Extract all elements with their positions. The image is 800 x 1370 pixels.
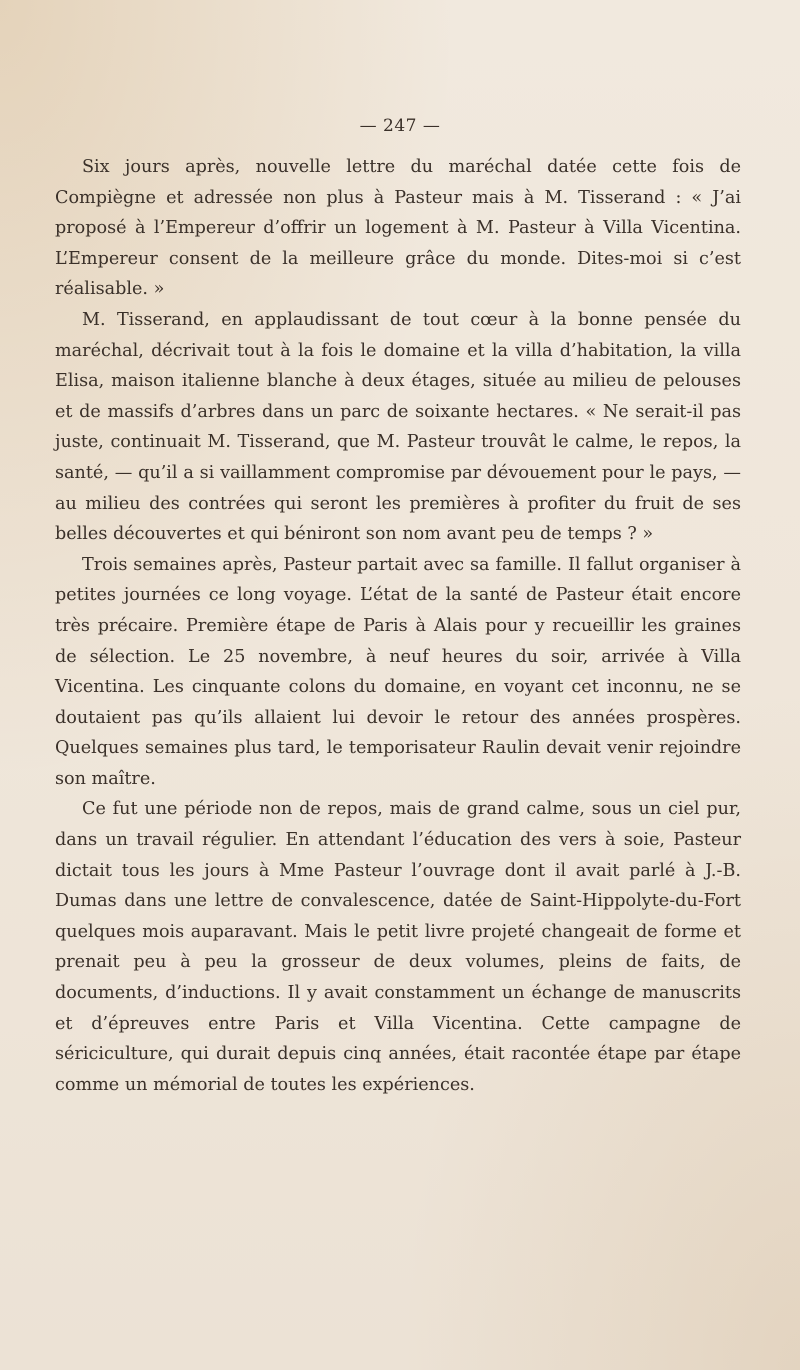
paragraph: M. Tisserand, en applaudissant de tout cœur à la bonne pensée du maréchal, décrivait tout à la fois le domaine et la villa d’habitation, la villa Elisa, maison italienne blanche à deux étages, située au milieu de pelouses et de massifs d’arbres dans un parc de soixante hectares. « Ne serait-il pas juste, continuait M. Tisserand, que M. Pasteur trouvât le calme, le repos, la santé, — qu’il a si vaillamment compromise par dévouement pour le pays, — au milieu des contrées qui seront les premières à profiter du fruit de ses belles découvertes et qui béniront son nom avant peu de temps ? » [55, 309, 741, 545]
paragraph: Ce fut une période non de repos, mais de grand calme, sous un ciel pur, dans un travail régulier. En attendant l’éducation des vers à soie, Pasteur dictait tous les jours à Mme Pasteur l’ouvrage dont il avait parlé à J.-B. Dumas dans une lettre de convalescence, datée de Saint-Hippolyte-du-Fort quelques mois auparavant. Mais le petit livre projeté changeait de forme et prenait peu à peu la grosseur de deux volumes, pleins de faits, de documents, d’inductions. Il y avait constamment un échange de manuscrits et d’épreuves entre Paris et Villa Vicentina. Cette campagne de sériciculture, qui durait depuis cinq années, était racontée étape par étape comme un mémorial de toutes les expériences. [55, 799, 741, 1095]
body-text [55, 152, 741, 1100]
paragraph: Six jours après, nouvelle lettre du maréchal datée cette fois de Compiègne et adressée non plus à Pasteur mais à M. Tisserand : « J’ai proposé à l’Empereur d’offrir un logement à M. Pasteur à Villa Vicentina. L’Empereur consent de la meilleure grâce du monde. Dites-moi si c’est réalisable. » [55, 157, 741, 300]
paragraph: Trois semaines après, Pasteur partait avec sa famille. Il fallut organiser à petites journées ce long voyage. L’état de la santé de Pasteur était encore très précaire. Première étape de Paris à Alais pour y recueillir les graines de sélection. Le 25 novembre, à neuf heures du soir, arrivée à Villa Vicentina. Les cinquante colons du domaine, en voyant cet inconnu, ne se doutaient pas qu’ils allaient lui devoir le retour des années prospères. Quelques semaines plus tard, le temporisateur Raulin devait venir rejoindre son maître. [55, 554, 741, 789]
page-number: — 247 — [359, 116, 441, 136]
